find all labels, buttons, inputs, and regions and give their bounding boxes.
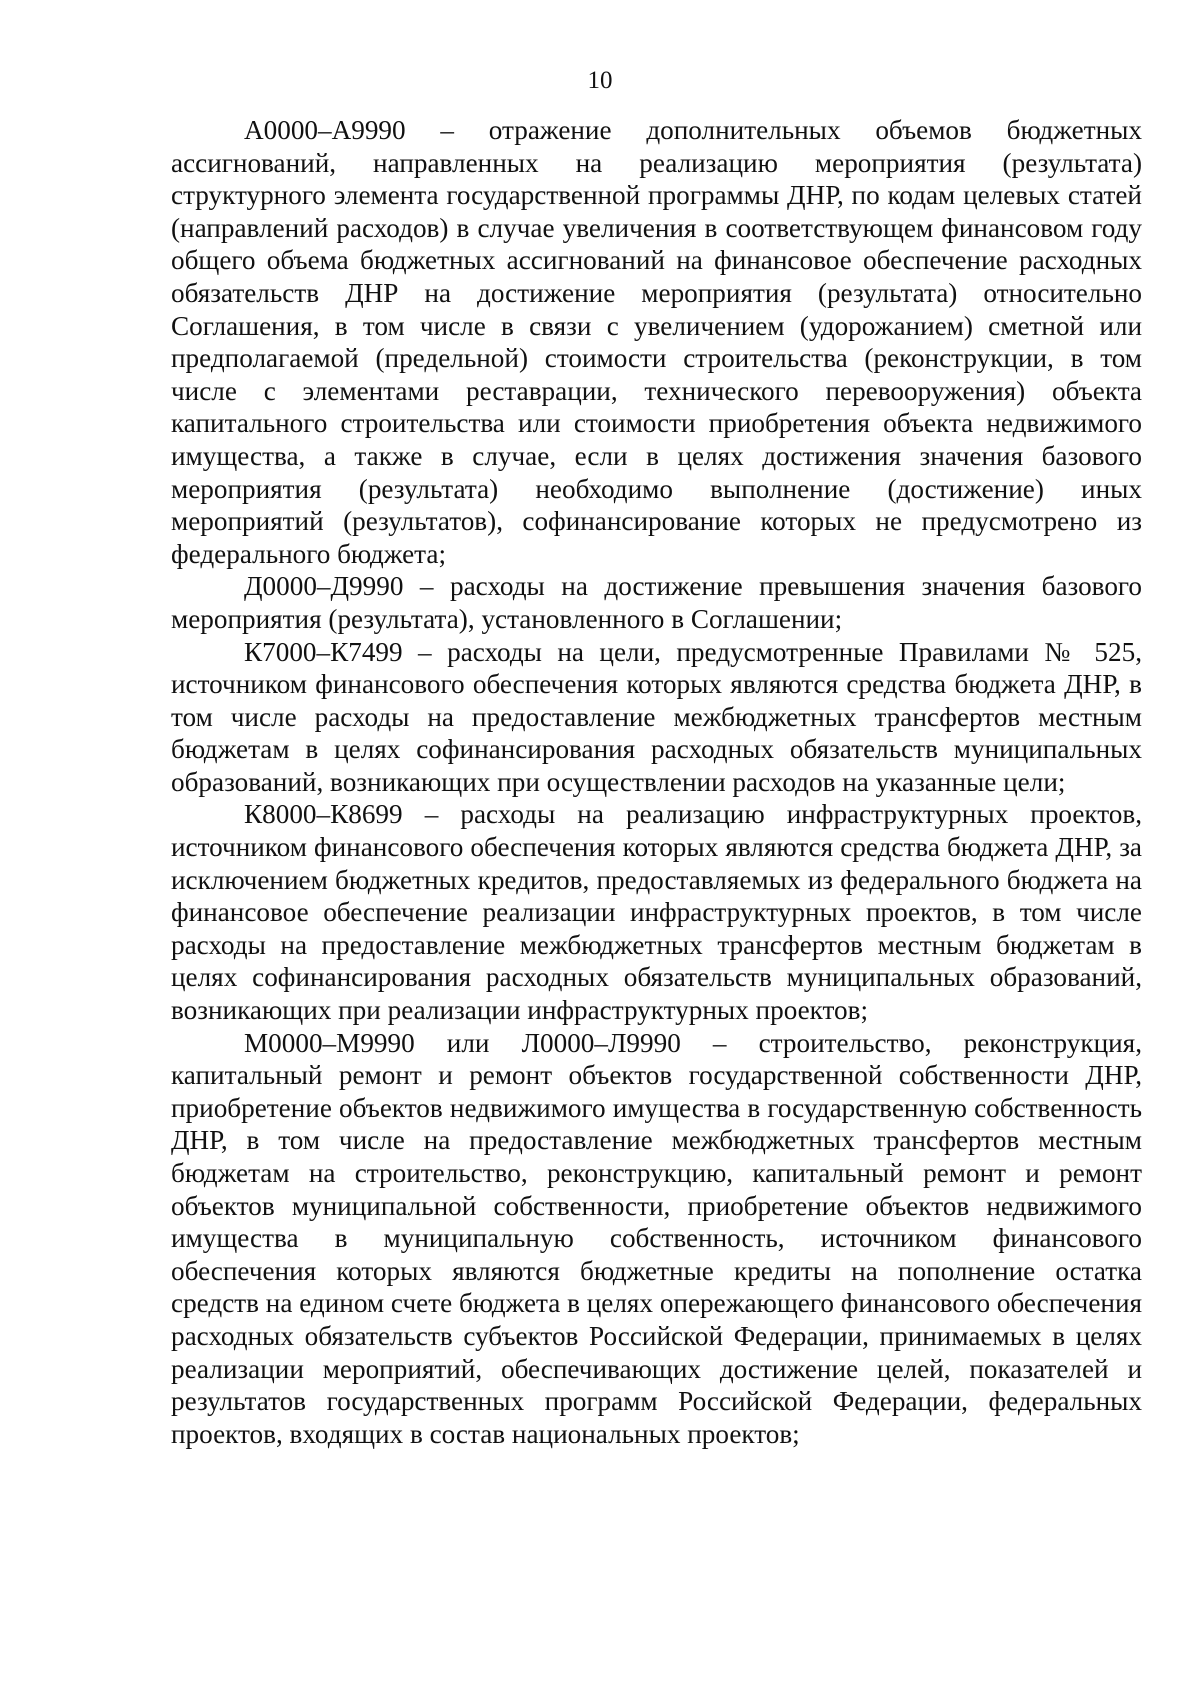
paragraph-text: расходы на реализацию инфраструктурных проектов, источником финансового обеспечения которых являются средства бюджета ДНР, за исключением бюджетных кредитов, предоставляемых из федерального бюджета на финансовое обеспечение реализации инфраструктурных проектов, в том числе расходы на предоставление межбюджетных трансфертов местным бюджетам в целях софинансирования расходных обязательств муниципальных образований, возникающих при реализации инфраструктурных проектов; [171,799,1143,1026]
paragraph-m0000-l9990: М0000–М9990 или Л0000–Л9990 – строительство, реконструкция, капитальный ремонт и ремонт объектов государственной собственности ДНР, приобретение объектов недвижимого имущества в государственную собственность ДНР, в том числе на предоставление межбюджетных трансфертов местным бюджетам на строительство, реконструкцию, капитальный ремонт и ремонт объектов муниципальной собственности, приобретение объектов недвижимого имущества в муниципальную собственность, источником финансового обеспечения которых являются бюджетные кредиты на пополнение остатка средств на едином счете бюджета в целях опережающего финансового обеспечения расходных обязательств субъектов Российской Федерации, принимаемых в целях реализации мероприятий, обеспечивающих достижение целей, показателей и результатов государственных программ Российской Федерации, федеральных проектов, входящих в состав национальных проектов; [171,1027,1142,1449]
paragraph-d0000-d9990: Д0000–Д9990 – расходы на достижение превышения значения базового мероприятия (результата), установленного в Соглашении; [171,571,1142,634]
code-range: Д0000–Д9990 [244,571,404,602]
paragraph-text: строительство, реконструкция, капитальный ремонт и ремонт объектов государственной собственности ДНР, приобретение объектов недвижимого имущества в государственную собственность ДНР, в том числе на предоставление межбюджетных трансфертов местным бюджетам на строительство, реконструкцию, капитальный ремонт и ремонт объектов муниципальной собственности, приобретение объектов недвижимого имущества в муниципальную собственность, источником финансового обеспечения которых являются бюджетные кредиты на пополнение остатка средств на едином счете бюджета в целях опережающего финансового обеспечения расходных обязательств субъектов Российской Федерации, принимаемых в целях реализации мероприятий, обеспечивающих достижение целей, показателей и результатов государственных программ Российской Федерации, федеральных проектов, входящих в состав национальных проектов; [171,1027,1142,1449]
paragraph-a0000-a9990: А0000–А9990 – отражение дополнительных объемов бюджетных ассигнований, направленных на реализацию мероприятия (результата) структурного элемента государственной программы ДНР, по кодам целевых статей (направлений расходов) в случае увеличения в соответствующем финансовом году общего объема бюджетных ассигнований на финансовое обеспечение расходных обязательств ДНР на достижение мероприятия (результата) относительно Соглашения, в том числе в связи с увеличением (удорожанием) сметной или предполагаемой (предельной) стоимости строительства (реконструкции, в том числе с элементами реставрации, технического перевооружения) объекта капитального строительства или стоимости приобретения объекта недвижимого имущества, а также в случае, если в целях достижения значения базового мероприятия (результата) необходимо выполнение (достижение) иных мероприятий (результатов), софинансирование которых не предусмотрено из федерального бюджета; [171,115,1142,569]
paragraph-text: отражение дополнительных объемов бюджетных ассигнований, направленных на реализацию мероприятия (результата) структурного элемента государственной программы ДНР, по кодам целевых статей (направлений расходов) в случае увеличения в соответствующем финансовом году общего объема бюджетных ассигнований на финансовое обеспечение расходных обязательств ДНР на достижение мероприятия (результата) относительно Соглашения, в том числе в связи с увеличением (удорожанием) сметной или предполагаемой (предельной) стоимости строительства (реконструкции, в том числе с элементами реставрации, технического перевооружения) объекта капитального строительства или стоимости приобретения объекта недвижимого имущества, а также в случае, если в целях достижения значения базового мероприятия (результата) необходимо выполнение (достижение) иных мероприятий (результатов), софинансирование которых не предусмотрено из федерального бюджета; [171,115,1142,569]
code-range: А0000–А9990 [244,115,406,145]
code-range: М0000–М9990 или Л0000–Л9990 [244,1027,681,1058]
paragraph-text: расходы на достижение превышения значения базового мероприятия (результата), установленного в Соглашении; [171,571,1142,634]
paragraph-k8000-k8699: К8000–К8699 – расходы на реализацию инфраструктурных проектов, источником финансового обеспечения которых являются средства бюджета ДНР, за исключением бюджетных кредитов, предоставляемых из федерального бюджета на финансовое обеспечение реализации инфраструктурных проектов, в том числе расходы на предоставление межбюджетных трансфертов местным бюджетам в целях софинансирования расходных обязательств муниципальных образований, возникающих при реализации инфраструктурных проектов; [171,799,1143,1026]
paragraph-text: расходы на цели, предусмотренные Правилами № 525, источником финансового обеспечения которых являются средства бюджета ДНР, в том числе расходы на предоставление межбюджетных трансфертов местным бюджетам в целях софинансирования расходных обязательств муниципальных образований, возникающих при осуществлении расходов на указанные цели; [171,636,1142,797]
code-range: К8000–К8699 [244,799,403,830]
code-range: К7000–К7499 [244,636,403,667]
document-body [171,114,1142,1450]
paragraph-k7000-k7499: К7000–К7499 – расходы на цели, предусмотренные Правилами № 525, источником финансового обеспечения которых являются средства бюджета ДНР, в том числе расходы на предоставление межбюджетных трансфертов местным бюджетам в целях софинансирования расходных обязательств муниципальных образований, возникающих при осуществлении расходов на указанные цели; [171,636,1142,797]
page-number: 10 [587,67,613,94]
